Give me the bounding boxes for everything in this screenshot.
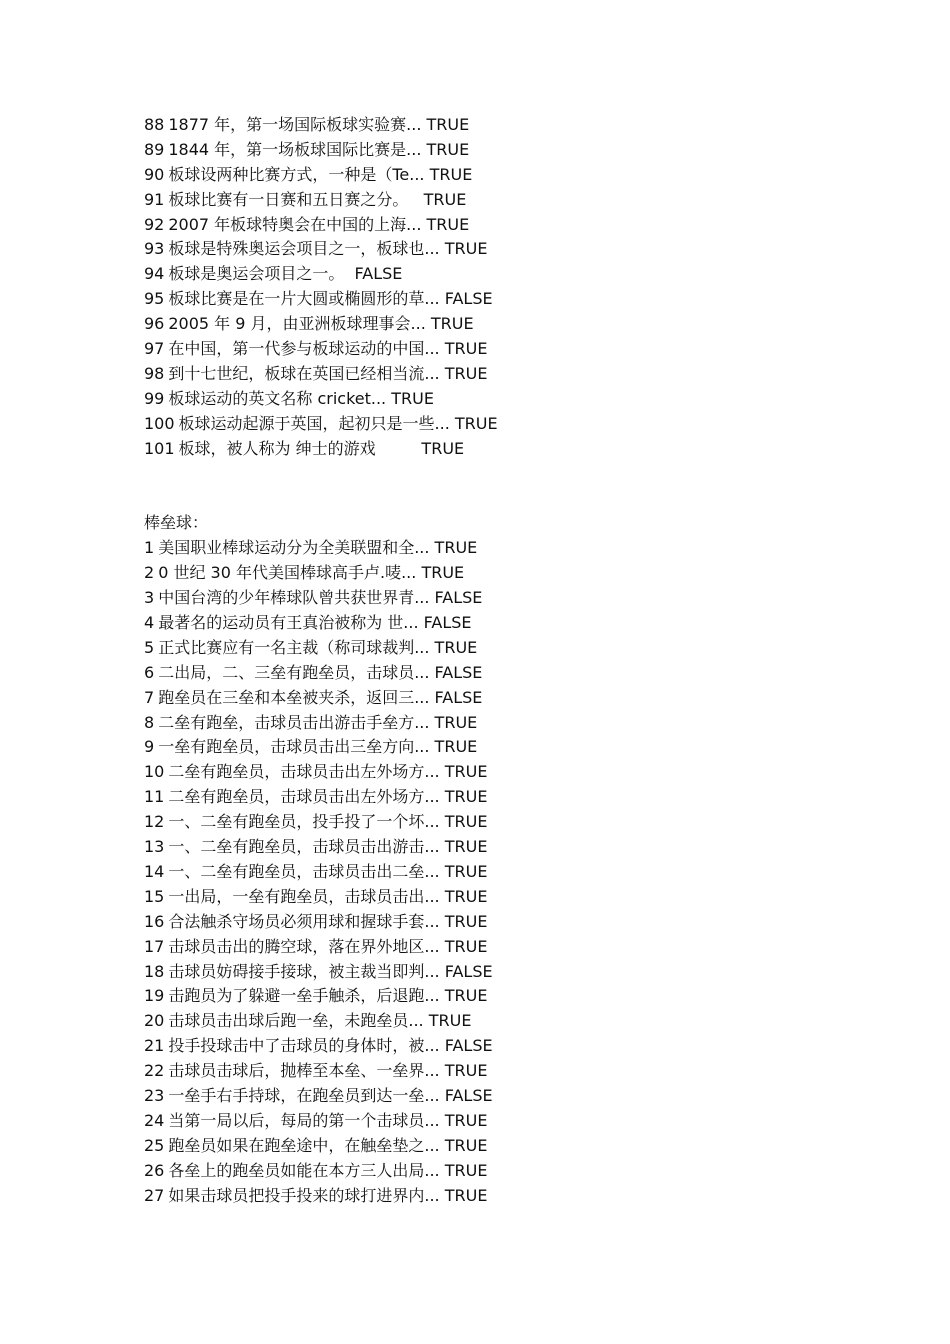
question-number: 27 — [144, 1185, 165, 1205]
question-text: 二出局，二、三垒有跑垒员，击球员... — [158, 662, 430, 682]
question-text: 板球，被人称为 绅士的游戏 — [178, 438, 417, 458]
answer-label: TRUE — [429, 164, 473, 184]
answer-label: TRUE — [430, 314, 474, 334]
question-text: 合法触杀守场员必须用球和握球手套... — [168, 911, 440, 931]
answer-label: FALSE — [434, 687, 483, 707]
question-text: 1844 年，第一场板球国际比赛是... — [168, 139, 422, 159]
section-gap — [144, 461, 904, 511]
question-line — [144, 1009, 904, 1034]
answer-label: TRUE — [444, 339, 488, 359]
question-text: 二垒有跑垒，击球员击出游击手垒方... — [158, 712, 430, 732]
question-text: 板球比赛有一日赛和五日赛之分。 — [168, 189, 419, 209]
question-line — [144, 1059, 904, 1084]
question-number: 18 — [144, 961, 165, 981]
question-line — [144, 1084, 904, 1109]
question-text: 跑垒员在三垒和本垒被夹杀，返回三... — [158, 687, 430, 707]
answer-label: FALSE — [354, 264, 403, 284]
question-number: 93 — [144, 239, 165, 259]
answer-label: TRUE — [444, 837, 488, 857]
answer-label: TRUE — [434, 538, 478, 558]
answer-label: TRUE — [444, 911, 488, 931]
question-number: 22 — [144, 1061, 165, 1081]
question-line — [144, 188, 904, 213]
answer-label: FALSE — [423, 613, 472, 633]
question-number: 9 — [144, 737, 155, 757]
question-line — [144, 213, 904, 238]
question-text: 一垒有跑垒员，击球员击出三垒方向... — [158, 737, 430, 757]
question-text: 最著名的运动员有王真治被称为 世... — [158, 613, 419, 633]
question-text: 板球是特殊奥运会项目之一，板球也... — [168, 239, 440, 259]
question-number: 96 — [144, 314, 165, 334]
answer-label: FALSE — [444, 961, 493, 981]
question-number: 10 — [144, 762, 165, 782]
question-number: 19 — [144, 986, 165, 1006]
question-line — [144, 586, 904, 611]
answer-label: TRUE — [421, 563, 465, 583]
answer-label: TRUE — [426, 139, 470, 159]
question-number: 88 — [144, 115, 165, 134]
question-text: 板球是奥运会项目之一。 — [168, 264, 350, 284]
question-line — [144, 785, 904, 810]
question-line — [144, 237, 904, 262]
answer-label: FALSE — [444, 1036, 493, 1056]
question-number: 91 — [144, 189, 165, 209]
question-text: 1877 年，第一场国际板球实验赛... — [168, 115, 422, 134]
question-text: 板球运动起源于英国，起初只是一些... — [178, 413, 450, 433]
question-line — [144, 960, 904, 985]
question-number: 12 — [144, 812, 165, 832]
question-text: 击跑员为了躲避一垒手触杀，后退跑... — [168, 986, 440, 1006]
answer-label: TRUE — [454, 413, 498, 433]
question-text: 一垒手右手持球，在跑垒员到达一垒... — [168, 1085, 440, 1105]
question-number: 6 — [144, 662, 155, 682]
question-number: 99 — [144, 388, 165, 408]
answer-label: TRUE — [444, 861, 488, 881]
question-number: 97 — [144, 339, 165, 359]
question-number: 92 — [144, 214, 165, 234]
question-line — [144, 1034, 904, 1059]
answer-label: TRUE — [444, 812, 488, 832]
question-number: 90 — [144, 164, 165, 184]
question-text: 在中国，第一代参与板球运动的中国... — [168, 339, 440, 359]
cricket-question-list — [144, 113, 904, 461]
question-number: 1 — [144, 538, 155, 558]
question-line — [144, 885, 904, 910]
question-number: 7 — [144, 687, 155, 707]
answer-label: TRUE — [434, 712, 478, 732]
question-text: 0 世纪 30 年代美国棒球高手卢.唛... — [158, 563, 417, 583]
answer-label: FALSE — [444, 289, 493, 309]
answer-label: TRUE — [426, 115, 470, 134]
question-line — [144, 910, 904, 935]
question-number: 26 — [144, 1160, 165, 1180]
question-text: 跑垒员如果在跑垒途中，在触垒垫之... — [168, 1135, 440, 1155]
answer-label: TRUE — [444, 1061, 488, 1081]
question-line — [144, 711, 904, 736]
question-line — [144, 1184, 904, 1209]
answer-label: TRUE — [444, 762, 488, 782]
question-text: 一、二垒有跑垒员，击球员击出二垒... — [168, 861, 440, 881]
question-number: 98 — [144, 363, 165, 383]
answer-label: TRUE — [428, 1011, 472, 1031]
answer-label: FALSE — [434, 662, 483, 682]
question-number: 11 — [144, 787, 165, 807]
question-number: 89 — [144, 139, 165, 159]
question-line — [144, 935, 904, 960]
question-line — [144, 262, 904, 287]
question-number: 5 — [144, 637, 155, 657]
question-number: 17 — [144, 936, 165, 956]
question-text: 中国台湾的少年棒球队曾共获世界青... — [158, 588, 430, 608]
answer-label: TRUE — [391, 388, 434, 408]
question-line — [144, 138, 904, 163]
question-text: 板球比赛是在一片大圆或椭圆形的草... — [168, 289, 440, 309]
question-number: 24 — [144, 1110, 165, 1130]
question-number: 21 — [144, 1036, 165, 1056]
question-number: 3 — [144, 588, 155, 608]
answer-label: TRUE — [444, 1160, 488, 1180]
answer-label: TRUE — [444, 886, 488, 906]
question-line — [144, 412, 904, 437]
question-number: 8 — [144, 712, 155, 732]
question-number: 23 — [144, 1085, 165, 1105]
question-line — [144, 287, 904, 312]
question-line — [144, 686, 904, 711]
question-line — [144, 163, 904, 188]
question-text: 板球设两种比赛方式，一种是（Te... — [168, 164, 425, 184]
question-text: 一、二垒有跑垒员，投手投了一个坏... — [168, 812, 440, 832]
question-line — [144, 1109, 904, 1134]
question-text: 如果击球员把投手投来的球打进界内... — [168, 1185, 440, 1205]
question-line — [144, 661, 904, 686]
question-line — [144, 561, 904, 586]
answer-label: TRUE — [444, 787, 488, 807]
question-line — [144, 984, 904, 1009]
answer-label: TRUE — [421, 438, 465, 458]
question-text: 正式比赛应有一名主裁（称司球裁判... — [158, 637, 430, 657]
question-line — [144, 810, 904, 835]
answer-label: TRUE — [434, 637, 478, 657]
question-text: 2007 年板球特奥会在中国的上海... — [168, 214, 422, 234]
question-number: 2 — [144, 563, 155, 583]
question-number: 100 — [144, 413, 175, 433]
question-text: 2005 年 9 月，由亚洲板球理事会... — [168, 314, 426, 334]
question-text: 投手投球击中了击球员的身体时，被... — [168, 1036, 440, 1056]
question-number: 4 — [144, 613, 155, 633]
question-number: 15 — [144, 886, 165, 906]
question-text: 击球员妨碍接手接球，被主裁当即判... — [168, 961, 440, 981]
question-text: 各垒上的跑垒员如能在本方三人出局... — [168, 1160, 440, 1180]
question-number: 13 — [144, 837, 165, 857]
answer-label: TRUE — [444, 1185, 488, 1205]
answer-label: FALSE — [444, 1085, 493, 1105]
question-number: 25 — [144, 1135, 165, 1155]
question-text: 板球运动的英文名称 cricket... — [168, 388, 387, 408]
answer-label: TRUE — [444, 239, 488, 259]
question-text: 二垒有跑垒员，击球员击出左外场方... — [168, 787, 440, 807]
document-page — [144, 113, 904, 1208]
question-number: 101 — [144, 438, 175, 458]
question-line — [144, 860, 904, 885]
baseball-section-title: 棒垒球： — [144, 513, 209, 533]
question-text: 一出局，一垒有跑垒员，击球员击出... — [168, 886, 440, 906]
question-line — [144, 1159, 904, 1184]
answer-label: TRUE — [444, 936, 488, 956]
question-line — [144, 835, 904, 860]
baseball-question-list — [144, 536, 904, 1208]
question-text: 二垒有跑垒员，击球员击出左外场方... — [168, 762, 440, 782]
answer-label: TRUE — [444, 986, 488, 1006]
answer-label: FALSE — [434, 588, 483, 608]
question-number: 94 — [144, 264, 165, 284]
question-line — [144, 1134, 904, 1159]
question-line — [144, 337, 904, 362]
question-number: 20 — [144, 1011, 165, 1031]
question-number: 16 — [144, 911, 165, 931]
question-number: 14 — [144, 861, 165, 881]
question-text: 击球员击出球后跑一垒，未跑垒员... — [168, 1011, 424, 1031]
answer-label: TRUE — [444, 1110, 488, 1130]
answer-label: TRUE — [444, 1135, 488, 1155]
question-text: 一、二垒有跑垒员，击球员击出游击... — [168, 837, 440, 857]
question-text: 美国职业棒球运动分为全美联盟和全... — [158, 538, 430, 558]
question-line — [144, 437, 904, 462]
answer-label: TRUE — [423, 189, 467, 209]
answer-label: TRUE — [444, 363, 488, 383]
question-line — [144, 735, 904, 760]
question-line — [144, 312, 904, 337]
answer-label: TRUE — [426, 214, 470, 234]
answer-label: TRUE — [434, 737, 478, 757]
question-text: 击球员击出的腾空球，落在界外地区... — [168, 936, 440, 956]
question-line — [144, 636, 904, 661]
question-line — [144, 536, 904, 561]
question-text: 击球员击球后，抛棒至本垒、一垒界... — [168, 1061, 440, 1081]
question-line — [144, 387, 904, 412]
question-line — [144, 760, 904, 785]
question-number: 95 — [144, 289, 165, 309]
question-text: 当第一局以后，每局的第一个击球员... — [168, 1110, 440, 1130]
question-text: 到十七世纪，板球在英国已经相当流... — [168, 363, 440, 383]
question-line — [144, 611, 904, 636]
question-line — [144, 113, 904, 138]
question-line — [144, 362, 904, 387]
